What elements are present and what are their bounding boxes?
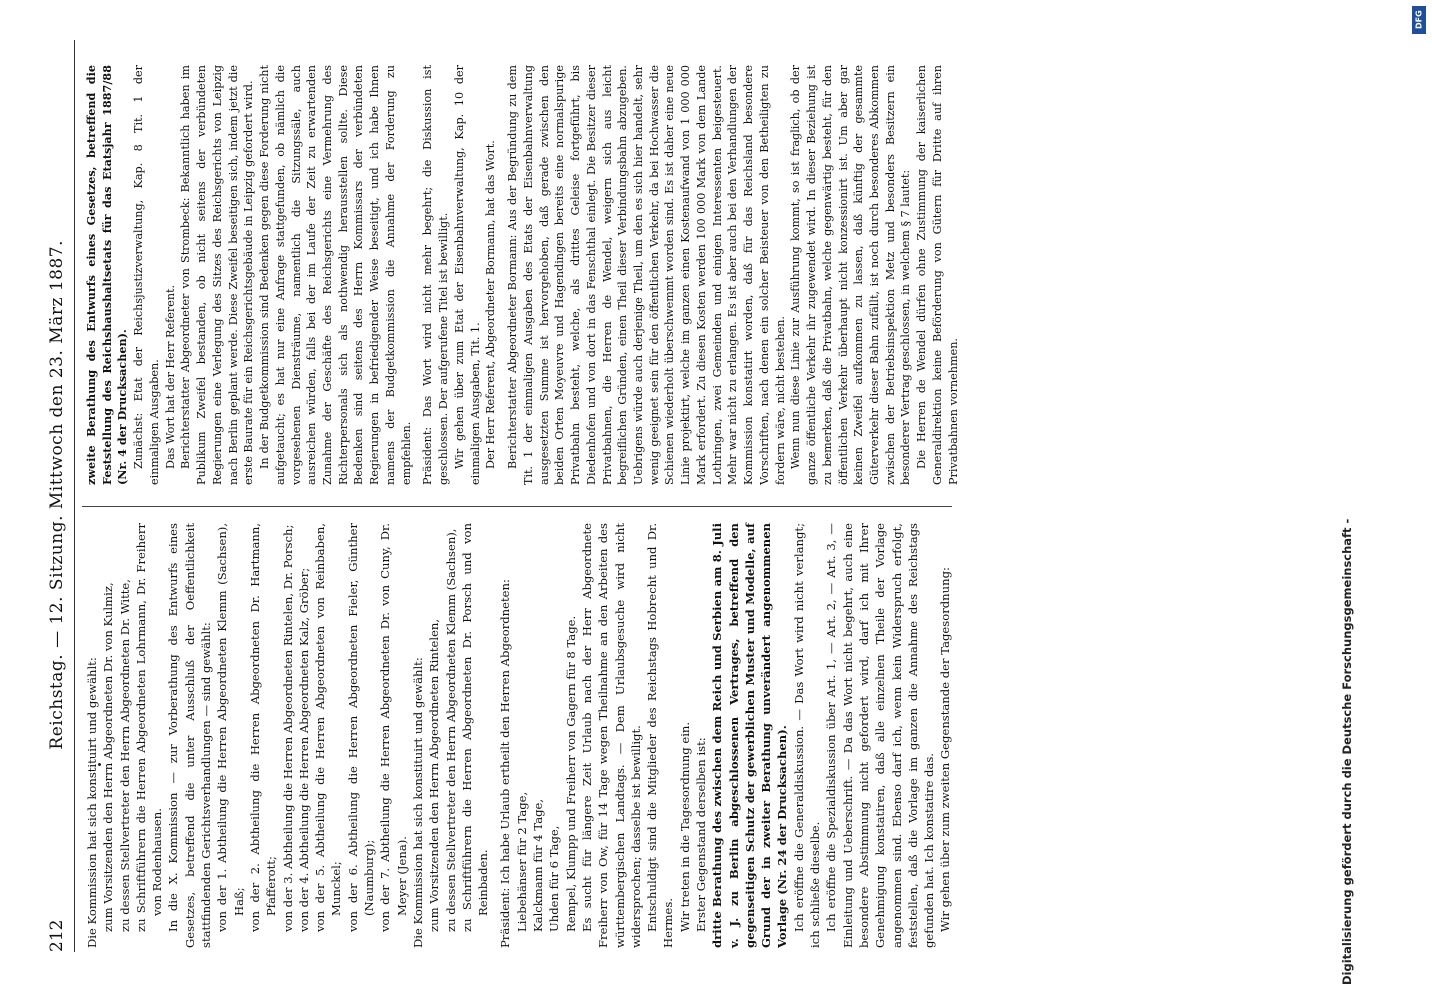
- paragraph: Die Herren de Wendel dürfen ohne Zustimmung der kaiserlichen Generaldirektion keine Beförderung von Gütern für Dritte auf ihren Privatbahnen vornehmen.: [915, 65, 960, 485]
- paragraph-president: Präsident: Das Wort wird nicht mehr begehrt; die Diskussion ist geschlossen. Der aufgerufene Titel ist bewilligt.: [421, 65, 451, 485]
- paragraph: von der 4. Abtheilung die Herren Abgeordneten Kalz, Gröber;: [296, 567, 311, 932]
- paragraph: Rempel, Klumpp und Freiherr von Gagern für 8 Tage.: [563, 615, 578, 932]
- column-divider: [82, 506, 952, 507]
- paragraph: Berichterstatter Abgeordneter Bormann: Aus der Begründung zu dem Tit. 1 der einmaligen Ausgaben des Etats der Eisenbahnverwaltung ausgesetzten Summe ist hervorgehoben, daß gerade zwischen den beiden Orten Moyeuvre und Hagendingen bereits eine normalspurige Privatbahn besteht, welche, als drittes Geleise fortgeführt, bis Diedenhofen und von dort in das Fenschthal einlegt. Die Besitzer dieser Privatbahnen, die Herren de Wendel, weigern sich aus leicht begreiflichen Gründen, einen Theil dieser Verbindungsbahn abzugeben. Uebrigens würde auch derjenige Theil, um den es sich hier handelt, sehr wenig geeignet sein für den öffentlichen Verkehr, da bei Hochwasser die Schienen wiederholt überschwemmt worden sind. Es ist daher eine neue Linie projektirt, welche im ganzen einen Kostenaufwand von 1 000 000 Mark erfordert. Zu diesen Kosten werden 100 000 Mark von dem Lande Lothringen, zwei Gemeinden und einigen Interessenten beigesteuert. Mehr war nicht zu erlangen. Es ist aber auch bei den Verhandlungen der Kommission konstatirt worden, daß für das Reichsland besondere Vorschriften, nach denen ein solcher Beisteuer von den Betheiligten zu fordern wäre, nicht bestehen.: [506, 65, 787, 485]
- paragraph: von der 1. Abtheilung die Herren Abgeordneten Klemm (Sachsen), Haß;: [215, 523, 246, 932]
- paragraph: von der 3. Abtheilung die Herren Abgeordneten Rintelen, Dr. Porsch;: [280, 524, 295, 932]
- header-rule: [74, 40, 75, 952]
- paragraph: Wir treten in die Tagesordnung ein.: [677, 721, 692, 932]
- right-column: [84, 65, 961, 485]
- paragraph: von der 5. Abtheilung die Herren Abgeordneten von Reinbaben, Munckel;: [313, 523, 344, 932]
- paragraph: Berichterstatter Abgeordneter von Strombeck: Bekanntlich haben im Publikum Zweifel bestanden, ob nicht seitens der verbündeten Regierungen eine Verlegung des Sitzes des Reichsgerichts von Leipzig nach Berlin geplant werde. Diese Zweifel beseitigen sich, indem jetzt die erste Baurate für ein Reichsgerichtsgebäude in Leipzig gefordert wird.: [179, 65, 256, 485]
- agenda-item-heading: dritte Berathung des zwischen dem Reich und Serbien am 8. Juli v. J. zu Berlin abgeschlossenen Vertrages, betreffend den gegenseitigen Schutz der gewerblichen Muster und Modelle, auf Grund der in zweiter Berathung unverändert angenommenen Vorlage (Nr. 24 der Drucksachen).: [710, 523, 790, 948]
- page-header: [42, 40, 72, 952]
- page-number: 212: [47, 919, 67, 952]
- paragraph: zu dessen Stellvertreter den Herrn Abgeordneten Dr. Witte,: [117, 579, 132, 932]
- paragraph: Der Herr Referent, Abgeordneter Bormann, hat das Wort.: [484, 140, 498, 469]
- paragraph: zu dessen Stellvertreter den Herrn Abgeordneten Klemm (Sachsen),: [443, 528, 458, 932]
- paragraph: In der Budgetkommission sind Bedenken gegen diese Forderung nicht aufgetaucht; es hat nur eine Anfrage stattgefunden, ob nämlich die vorgesehenen Diensträume, namentlich die Sitzungssäle, auch ausreichen würden, falls bei der im Laufe der Zeit zu erwartenden Zunahme der Geschäfte des Reichsgerichts eine Vermehrung des Richterpersonals sich als nothwendig herausstellen sollte. Diese Bedenken sind seitens des Herrn Kommissars der verbündeten Regierungen in befriedigender Weise beseitigt, und ich habe Ihnen namens der Budgetkommission die Annahme der Forderung zu empfehlen.: [258, 65, 413, 485]
- paragraph: Das Wort hat der Herr Referent.: [163, 284, 177, 469]
- paragraph: Erster Gegenstand derselben ist:: [693, 737, 708, 932]
- paragraph: Es sucht für längere Zeit Urlaub nach der Herr Abgeordnete Freiherr von Ow, für 14 Tage wegen Theilnahme an den Arbeiten des württembergischen Landtags. — Dem Urlaubsgesuche wird nicht widersprochen; dasselbe ist bewilligt.: [579, 523, 643, 948]
- left-column: [84, 523, 954, 948]
- paragraph: zum Vorsitzenden den Herrn Abgeordneten Rintelen,: [427, 618, 442, 932]
- paragraph: von der 6. Abtheilung die Herren Abgeordneten Fieler, Günther (Naumburg);: [345, 523, 377, 932]
- dfg-logo: DFG: [1412, 6, 1426, 34]
- paragraph: Wir gehen über zum zweiten Gegenstande der Tagesordnung:: [938, 567, 953, 932]
- paragraph: Ich eröffne die Generaldiskussion. — Das Wort wird nicht verlangt; ich schließe dieselbe.: [791, 523, 823, 948]
- paragraph: zu Schriftführern die Herren Abgeordneten Lohrmann, Dr. Freiherr von Rodenhausen.: [133, 523, 165, 932]
- paragraph: Entschuldigt sind die Mitglieder des Reichstags Hobrecht und Dr. Hermes.: [645, 523, 676, 948]
- paragraph: Liebehänser für 2 Tage,: [514, 791, 529, 932]
- paragraph: Kalckmann für 4 Tage,: [531, 798, 546, 932]
- paragraph: Die Kommission hat sich konstituirt und gewählt:: [410, 657, 425, 948]
- paragraph: Wir gehen über zum Etat der Eisenbahnverwaltung, Kap. 10 der einmaligen Ausgaben, Tit. 1.: [452, 65, 482, 485]
- page-title: Reichstag. — 12. Sitzung. Mittwoch den 23. März 1887.: [47, 240, 67, 750]
- digitization-credit: Digitalisierung gefördert durch die Deutsche Forschungsgemeinschaft -: [1340, 518, 1354, 985]
- paragraph: Uhden für 6 Tage,: [547, 825, 562, 932]
- agenda-item-heading: zweite Berathung des Entwurfs eines Gesetzes, betreffend die Feststellung des Reichshaushaltsetats für das Etatsjahr 1887/88 (Nr. 4 der Drucksachen).: [84, 65, 130, 485]
- paragraph: Wenn nun diese Linie zur Ausführung kommt, so ist fraglich, ob der ganze öffentliche Verkehr ihr zugewendet wird. In dieser Beziehung ist zu bemerken, daß die Privatbahn, welche gegenwärtig besteht, für den öffentlichen Verkehr überhaupt nicht konzessionirt ist. Um aber gar keinen Zweifel aufkommen zu lassen, daß künftig der gesammte Güterverkehr dieser Bahn zufällt, ist noch durch besonderes Abkommen zwischen der Betriebsinspektion Metz und besonders Besitzern ein besonderer Vertrag geschlossen, in welchem § 7 lautet:: [789, 65, 913, 485]
- paragraph: zum Vorsitzenden den Herrn Abgeordneten Dr. von Kulmiz,: [101, 582, 116, 932]
- paragraph: Zunächst: Etat der Reichsjustizverwaltung, Kap. 8 Tit. 1 der einmaligen Ausgaben.: [132, 65, 161, 485]
- paragraph: Die Kommission hat sich konstituirt und gewählt:: [85, 657, 99, 948]
- paragraph: zu Schriftführern die Herren Abgeordneten Dr. Porsch und von Reinbaden.: [459, 523, 491, 932]
- paragraph: Ich eröffne die Spezialdiskussion über Art. 1, — Art. 2, — Art. 3, — Einleitung und Ueberschrift. — Da das Wort nicht begehrt, auch eine besondere Abstimmung nicht gefordert wird, darf ich mit Ihrer Genehmigung konstatiren, daß alle einzelnen Theile der Vorlage angenommen sind. Ebenso darf ich, wenn kein Widerspruch erfolgt, feststellen, daß die Vorlage im ganzen die Annahme des Reichstags gefunden hat. Ich konstatire das.: [824, 523, 937, 948]
- paragraph-president: Präsident: Ich habe Urlaub ertheilt den Herren Abgeordneten:: [498, 579, 513, 948]
- paragraph: von der 7. Abtheilung die Herren Abgeordneten Dr. von Cuny, Dr. Meyer (Jena).: [378, 523, 409, 932]
- paragraph: von der 2. Abtheilung die Herren Abgeordneten Dr. Hartmann, Pfafferott;: [247, 523, 279, 932]
- paragraph: In die X. Kommission — zur Vorberathung des Entwurfs eines Gesetzes, betreffend die unter Ausschluß der Oeffentlichkeit stattfindenden Gerichtsverhandlungen — sind gewählt:: [166, 523, 214, 948]
